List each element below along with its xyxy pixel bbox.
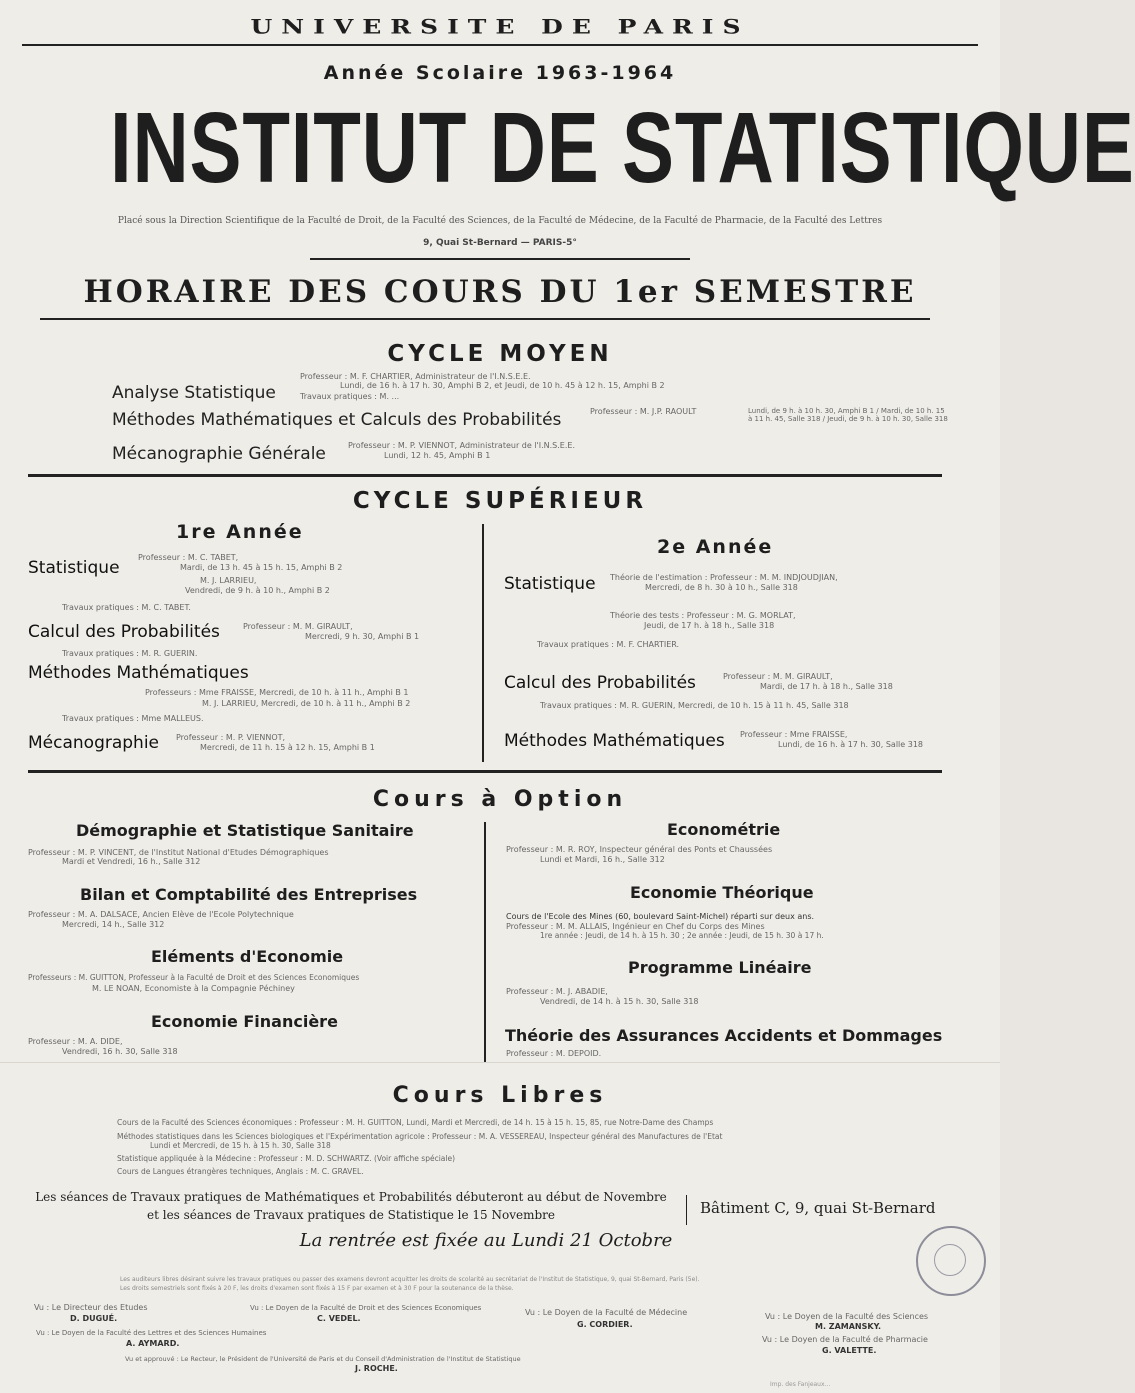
opt-theorie-assurances: Théorie des Assurances Accidents et Dommages [505, 1026, 943, 1045]
fine-print-2: Les droits semestriels sont fixés à 20 F, les droits d'examen sont fixés à 15 F par examen et à 30 F pour la soutenance de la thèse. [120, 1285, 514, 1292]
cycle-superieur-title: CYCLE SUPÉRIEUR [352, 488, 648, 514]
y1-line: Professeur : M. C. TABET, [138, 553, 239, 562]
opt-economie-financiere: Economie Financière [151, 1012, 338, 1031]
signatory-role: Vu : Le Doyen de la Faculté de Médecine [525, 1308, 688, 1317]
opt-line: Vendredi, de 14 h. à 15 h. 30, Salle 318 [540, 997, 699, 1006]
course-analyse-statistique: Analyse Statistique [112, 383, 276, 403]
y2-line: Théorie des tests : Professeur : M. G. MORLAT, [610, 611, 796, 620]
address-rule [310, 258, 690, 260]
y2-line: Jeudi, de 17 h. à 18 h., Salle 318 [644, 621, 775, 630]
opt-line: Mardi et Vendredi, 16 h., Salle 312 [62, 857, 201, 866]
opt-line: Lundi et Mardi, 16 h., Salle 312 [540, 855, 665, 864]
rentree: La rentrée est fixée au Lundi 21 Octobre [299, 1230, 673, 1251]
signatory-role: Vu : Le Directeur des Etudes [34, 1303, 148, 1312]
course-times: Lundi, 12 h. 45, Amphi B 1 [384, 451, 491, 460]
address: 9, Quai St-Bernard — PARIS-5° [423, 238, 577, 248]
year2-title: 2e Année [657, 536, 774, 558]
opt-line: Professeur : M. P. VINCENT, de l'Institut National d'Etudes Démographiques [28, 848, 329, 857]
y1-methodes-mathematiques: Méthodes Mathématiques [28, 663, 249, 683]
paper-fold [0, 1062, 1000, 1063]
course-prof: Professeur : M. J.P. RAOULT [590, 407, 697, 416]
course-prof: Professeur : M. P. VIENNOT, Administrateur de l'I.N.S.E.E. [348, 441, 575, 450]
y2-line: Professeur : M. M. GIRAULT, [723, 672, 833, 681]
y1-line: Professeur : M. M. GIRAULT, [243, 622, 353, 631]
opt-line: M. LE NOAN, Economiste à la Compagnie Péchiney [92, 984, 295, 993]
signatory-name: G. VALETTE. [822, 1346, 877, 1355]
column-divider [482, 524, 484, 762]
course-times: Lundi, de 16 h. à 17 h. 30, Amphi B 2, et Jeudi, de 10 h. 45 à 12 h. 15, Amphi B 2 [340, 381, 665, 390]
y2-methodes-mathematiques: Méthodes Mathématiques [504, 731, 725, 751]
opt-line: Professeur : M. DEPOID. [506, 1049, 602, 1058]
course-mecanographie-generale: Mécanographie Générale [112, 444, 326, 464]
y1-line: Travaux pratiques : M. C. TABET. [62, 603, 191, 612]
y1-line: Mardi, de 13 h. 45 à 15 h. 15, Amphi B 2 [180, 563, 343, 572]
libres-title: Cours Libres [392, 1083, 608, 1108]
signatory-role: Vu et approuvé : Le Recteur, le Président de l'Université de Paris et du Conseil d'Administration de l'Institut de Statistique [125, 1355, 521, 1363]
opt-line: Professeurs : M. GUITTON, Professeur à la Faculté de Droit et des Sciences Economiques [28, 973, 360, 982]
signatory-name: G. CORDIER. [577, 1320, 633, 1329]
tp-note-2: et les séances de Travaux pratiques de Statistique le 15 Novembre [147, 1208, 555, 1222]
libres-line: Cours de la Faculté des Sciences économiques : Professeur : M. H. GUITTON, Lundi, Mardi et Mercredi, de 14 h. 15 à 15 h. 15, 85, rue Notre-Dame des Champs [117, 1118, 714, 1127]
opt-line: Professeur : M. A. DIDE, [28, 1037, 123, 1046]
options-title: Cours à Option [372, 787, 628, 812]
opt-elements-economie: Eléments d'Economie [151, 947, 344, 966]
signatory-name: J. ROCHE. [355, 1364, 398, 1373]
opt-econometrie: Econométrie [667, 820, 781, 839]
opt-line: Mercredi, 14 h., Salle 312 [62, 920, 165, 929]
direction-line: Placé sous la Direction Scientifique de la Faculté de Droit, de la Faculté des Sciences, de la Faculté de Médecine, de la Faculté de Pharmacie, de la Faculté des Lettres [117, 216, 883, 226]
signatory-role: Vu : Le Doyen de la Faculté des Sciences [765, 1312, 929, 1321]
y2-line: Lundi, de 16 h. à 17 h. 30, Salle 318 [778, 740, 924, 749]
note-divider [686, 1195, 687, 1225]
libres-line: Méthodes statistiques dans les Sciences biologiques et l'Expérimentation agricole : Professeur : M. A. VESSEREAU, Inspecteur général des Manufactures de l'Etat [117, 1132, 723, 1141]
y1-line: M. J. LARRIEU, [200, 576, 257, 585]
y1-line: M. J. LARRIEU, Mercredi, de 10 h. à 11 h., Amphi B 2 [202, 699, 411, 708]
course-prof: Professeur : M. F. CHARTIER, Administrateur de l'I.N.S.E.E. [300, 372, 531, 381]
building: Bâtiment C, 9, quai St-Bernard [700, 1199, 936, 1217]
y2-line: Travaux pratiques : M. R. GUERIN, Mercredi, de 10 h. 15 à 11 h. 45, Salle 318 [540, 701, 849, 710]
y2-line: Mercredi, de 8 h. 30 à 10 h., Salle 318 [645, 583, 798, 592]
y2-line: Professeur : Mme FRAISSE, [740, 730, 848, 739]
top-rule [22, 44, 978, 46]
libres-line: Statistique appliquée à la Médecine : Professeur : M. D. SCHWARTZ. (Voir affiche spéciale) [117, 1154, 456, 1163]
opt-line: Professeur : M. R. ROY, Inspecteur général des Ponts et Chaussées [506, 845, 773, 854]
y1-line: Mercredi, 9 h. 30, Amphi B 1 [305, 632, 420, 641]
y2-line: Mardi, de 17 h. à 18 h., Salle 318 [760, 682, 893, 691]
y1-line: Professeurs : Mme FRAISSE, Mercredi, de 10 h. à 11 h., Amphi B 1 [145, 688, 409, 697]
signatory-role: Vu : Le Doyen de la Faculté des Lettres et des Sciences Humaines [36, 1329, 267, 1337]
signatory-name: A. AYMARD. [126, 1339, 180, 1348]
signatory-role: Vu : Le Doyen de la Faculté de Pharmacie [762, 1335, 928, 1344]
institute-title: INSTITUT DE STATISTIQUE [110, 92, 1135, 204]
y2-line: Théorie de l'estimation : Professeur : M. M. INDJOUDJIAN, [610, 573, 838, 582]
title-rule [40, 318, 930, 320]
university-name: UNIVERSITE DE PARIS [250, 14, 750, 39]
opt-programme-lineaire: Programme Linéaire [628, 958, 812, 977]
signatory-name: D. DUGUÉ. [70, 1314, 118, 1323]
tp-note-1: Les séances de Travaux pratiques de Mathématiques et Probabilités débuteront au début de Novembre [35, 1190, 667, 1204]
y2-statistique: Statistique [504, 574, 596, 594]
opt-line: 1re année : Jeudi, de 14 h. à 15 h. 30 ; 2e année : Jeudi, de 15 h. 30 à 17 h. [540, 931, 824, 940]
course-tp: Travaux pratiques : M. ... [300, 392, 400, 401]
y1-line: Vendredi, de 9 h. à 10 h., Amphi B 2 [185, 586, 330, 595]
signatory-role: Vu : Le Doyen de la Faculté de Droit et des Sciences Economiques [250, 1304, 482, 1312]
opt-line: Professeur : M. J. ABADIE, [506, 987, 608, 996]
opt-line: Cours de l'Ecole des Mines (60, boulevard Saint-Michel) réparti sur deux ans. [506, 912, 815, 921]
y2-line: Travaux pratiques : M. F. CHARTIER. [537, 640, 680, 649]
opt-demographie: Démographie et Statistique Sanitaire [76, 821, 414, 840]
section-rule [28, 770, 942, 773]
cycle-moyen-title: CYCLE MOYEN [387, 341, 613, 367]
libres-line: Lundi et Mercredi, de 15 h. à 15 h. 30, Salle 318 [150, 1141, 331, 1150]
signatory-name: M. ZAMANSKY. [815, 1322, 882, 1331]
fine-print-1: Les auditeurs libres désirant suivre les travaux pratiques ou passer des examens devront acquitter les droits de scolarité au secrétariat de l'Institut de Statistique, 9, quai St-Bernard, Paris (5e). [120, 1276, 700, 1283]
libres-line: Cours de Langues étrangères techniques, Anglais : M. C. GRAVEL. [117, 1167, 364, 1176]
y1-statistique: Statistique [28, 558, 120, 578]
opt-economie-theorique: Economie Théorique [630, 883, 814, 902]
signatory-name: C. VEDEL. [317, 1314, 361, 1323]
opt-line: Professeur : M. A. DALSACE, Ancien Elève de l'Ecole Polytechnique [28, 910, 294, 919]
opt-line: Professeur : M. M. ALLAIS, Ingénieur en Chef du Corps des Mines [506, 922, 765, 931]
y1-line: Mercredi, de 11 h. 15 à 12 h. 15, Amphi B 1 [200, 743, 375, 752]
opt-line: Vendredi, 16 h. 30, Salle 318 [62, 1047, 178, 1056]
column-divider [484, 822, 486, 1062]
course-times: Lundi, de 9 h. à 10 h. 30, Amphi B 1 / Mardi, de 10 h. 15 à 11 h. 45, Salle 318 / Jeudi, de 9 h. à 10 h. 30, Salle 318 [748, 407, 948, 423]
y1-calcul-probabilites: Calcul des Probabilités [28, 622, 220, 642]
printer-mark: Imp. des Fanjeaux... [770, 1381, 831, 1388]
course-methodes-maths-proba: Méthodes Mathématiques et Calculs des Probabilités [112, 410, 562, 430]
school-year: Année Scolaire 1963-1964 [323, 62, 677, 84]
year1-title: 1re Année [176, 521, 304, 543]
y1-line: Professeur : M. P. VIENNOT, [176, 733, 286, 742]
section-rule [28, 474, 942, 477]
opt-bilan: Bilan et Comptabilité des Entreprises [80, 885, 418, 904]
y2-calcul-probabilites: Calcul des Probabilités [504, 673, 696, 693]
schedule-title: HORAIRE DES COURS DU 1er SEMESTRE [83, 274, 917, 310]
y1-line: Travaux pratiques : M. R. GUERIN. [62, 649, 198, 658]
y1-line: Travaux pratiques : Mme MALLEUS. [62, 714, 204, 723]
y1-mecanographie: Mécanographie [28, 733, 160, 753]
institute-seal [916, 1226, 986, 1296]
